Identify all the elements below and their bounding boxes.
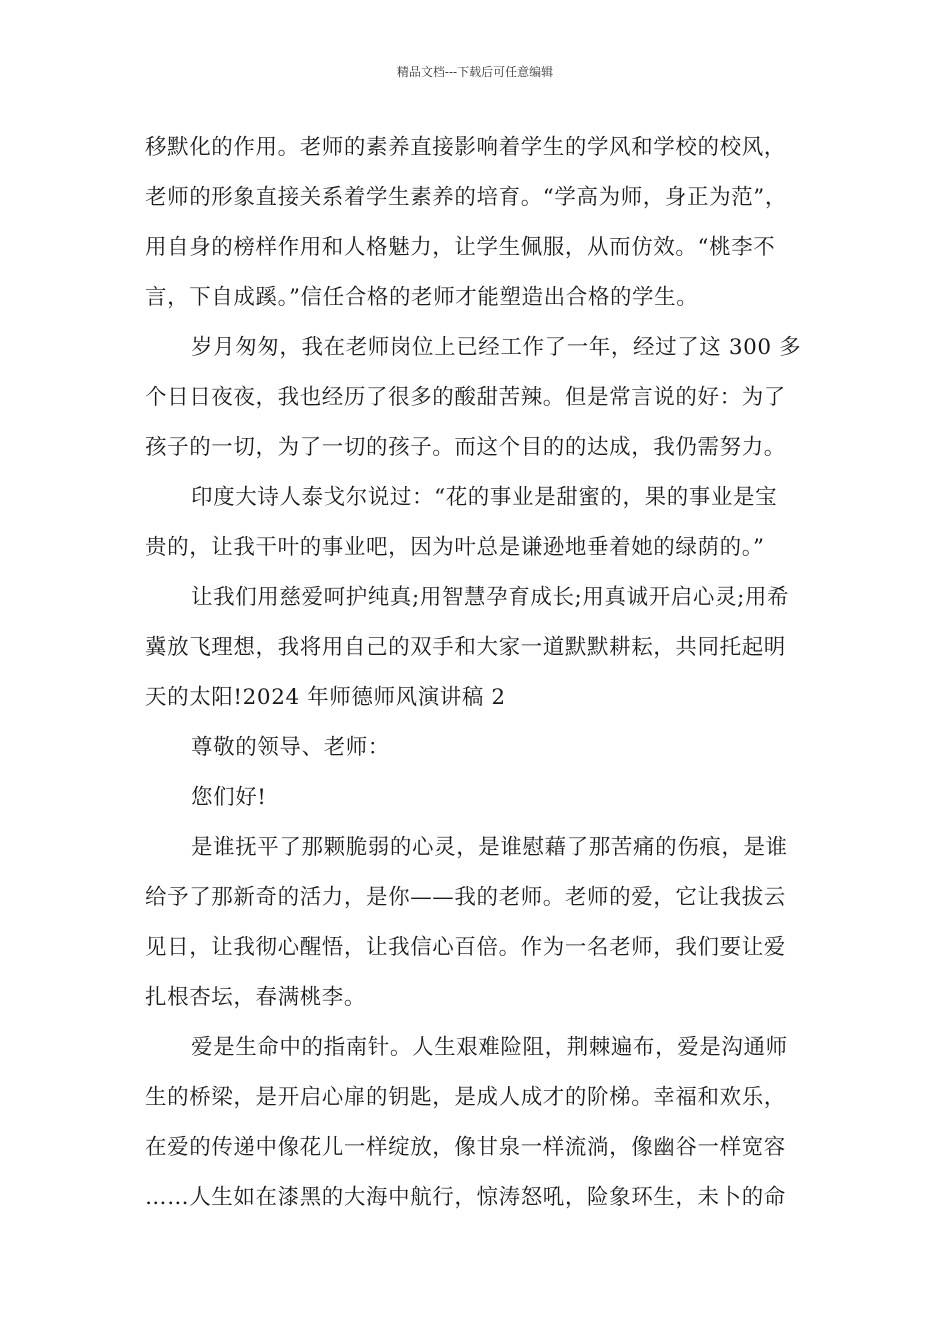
text-line: 爱是生命中的指南针。人生艰难险阻，荆棘遍布，爱是沟通师 xyxy=(191,1035,788,1060)
text-line: 用自身的榜样作用和人格魅力，让学生佩服，从而仿效。“桃李不 xyxy=(145,235,776,260)
text-line: 让我们用慈爱呵护纯真;用智慧孕育成长;用真诚开启心灵;用希 xyxy=(191,585,790,610)
paragraph xyxy=(145,323,825,473)
text-line: 老师的形象直接关系着学生素养的培育。“学高为师，身正为范”， xyxy=(145,185,787,210)
paragraph xyxy=(145,723,825,773)
paragraph xyxy=(145,1023,825,1223)
text-line: 印度大诗人泰戈尔说过：“花的事业是甜蜜的，果的事业是宝 xyxy=(191,485,778,510)
text-line: ……人生如在漆黑的大海中航行，惊涛怒吼，险象环生，未卜的命 xyxy=(145,1185,786,1210)
text-line: 岁月匆匆，我在老师岗位上已经工作了一年，经过了这 300 多 xyxy=(191,335,802,360)
document-body xyxy=(145,123,825,1223)
page-header: 精品文档---下载后可任意编辑 xyxy=(396,65,554,79)
text-line: 天的太阳!2024 年师德师风演讲稿 2 xyxy=(145,685,506,710)
paragraph xyxy=(145,123,825,323)
text-line: 是谁抚平了那颗脆弱的心灵，是谁慰藉了那苦痛的伤痕，是谁 xyxy=(191,835,788,860)
paragraph xyxy=(145,473,825,573)
text-line: 您们好! xyxy=(191,785,267,810)
text-line: 冀放飞理想，我将用自己的双手和大家一道默默耕耘，共同托起明 xyxy=(145,635,786,660)
text-line: 生的桥梁，是开启心扉的钥匙，是成人成才的阶梯。幸福和欢乐， xyxy=(145,1085,786,1110)
text-line: 在爱的传递中像花儿一样绽放，像甘泉一样流淌，像幽谷一样宽容 xyxy=(145,1135,786,1160)
paragraph xyxy=(145,823,825,1023)
text-line: 给予了那新奇的活力，是你——我的老师。老师的爱，它让我拔云 xyxy=(145,885,786,910)
paragraph xyxy=(145,773,825,823)
text-line: 扎根杏坛，春满桃李。 xyxy=(145,985,367,1010)
text-line: 见日，让我彻心醒悟，让我信心百倍。作为一名老师，我们要让爱 xyxy=(145,935,786,960)
text-line: 贵的，让我干叶的事业吧，因为叶总是谦逊地垂着她的绿荫的。” xyxy=(145,535,765,560)
text-line: 孩子的一切，为了一切的孩子。而这个目的的达成，我仍需努力。 xyxy=(145,435,786,460)
text-line: 尊敬的领导、老师： xyxy=(191,735,390,760)
text-line: 言，下自成蹊。”信任合格的老师才能塑造出合格的学生。 xyxy=(145,285,699,310)
text-line: 个日日夜夜，我也经历了很多的酸甜苦辣。但是常言说的好：为了 xyxy=(145,385,786,410)
text-line: 移默化的作用。老师的素养直接影响着学生的学风和学校的校风， xyxy=(145,135,786,160)
paragraph xyxy=(145,573,825,723)
